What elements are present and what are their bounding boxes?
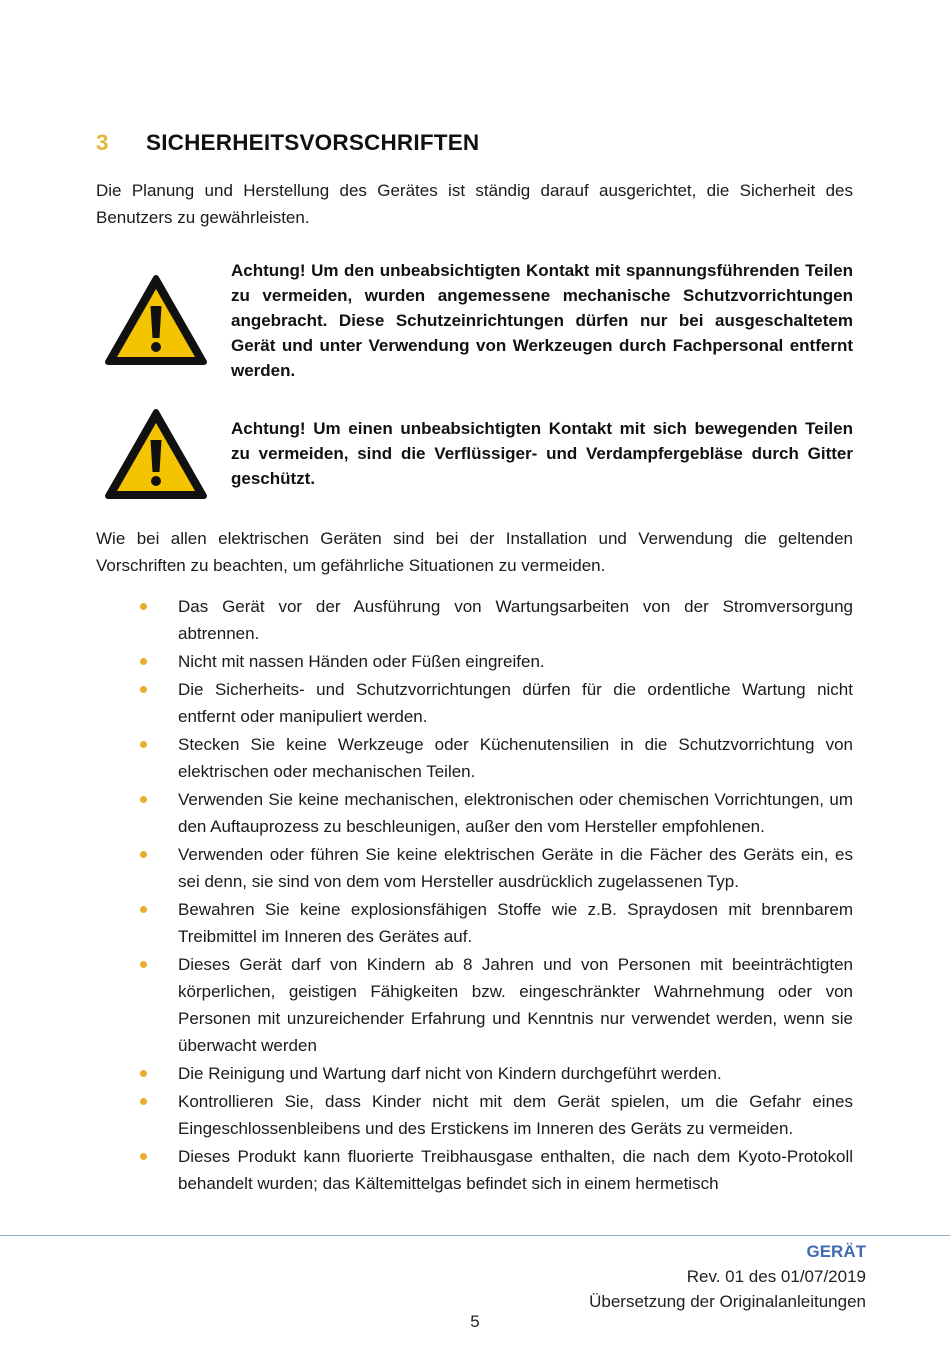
list-item [0, 951, 853, 1059]
list-item [0, 1088, 853, 1142]
warning-text: Achtung! Um einen unbeabsichtigten Kontakt mit sich bewegenden Teilen zu vermeiden, sind die Verflüssiger- und Verdampfergebläse durch Gitter geschützt. [231, 419, 853, 488]
bullet-icon [140, 851, 147, 858]
list-item-text: Verwenden oder führen Sie keine elektrischen Geräte in die Fächer des Geräts ein, es sei denn, sie sind von dem vom Hersteller ausdrücklich zugelassenen Typ. [178, 845, 853, 891]
list-item [0, 1143, 853, 1197]
bullet-icon [140, 906, 147, 913]
list-item [0, 648, 853, 675]
list-item [0, 786, 853, 840]
bullet-icon [140, 961, 147, 968]
list-item [0, 841, 853, 895]
bullet-icon [140, 741, 147, 748]
regulations-paragraph: Wie bei allen elektrischen Geräten sind bei der Installation und Verwendung die geltenden Vorschriften zu beachten, um gefährliche Situationen zu vermeiden. [96, 529, 853, 575]
list-item-text: Die Sicherheits- und Schutzvorrichtungen dürfen für die ordentliche Wartung nicht entfernt oder manipuliert werden. [178, 680, 853, 726]
list-item [0, 731, 853, 785]
bullet-icon [140, 796, 147, 803]
bullet-icon [140, 686, 147, 693]
warning-triangle-icon [104, 274, 208, 366]
bullet-icon [140, 658, 147, 665]
footer-translation: Übersetzung der Originalanleitungen [589, 1292, 866, 1311]
bullet-icon [140, 603, 147, 610]
list-item-text: Dieses Gerät darf von Kindern ab 8 Jahren und von Personen mit beeinträchtigten körperlichen, geistigen Fähigkeiten bzw. eingeschränkter Wahrnehmung oder von Personen mit unzureichender Erfahrung und Kenntnis nur verwendet werden, wenn sie überwacht werden [178, 955, 853, 1055]
list-item-text: Das Gerät vor der Ausführung von Wartungsarbeiten von der Stromversorgung abtrennen. [178, 597, 853, 643]
warning-block [104, 416, 856, 500]
list-item-text: Dieses Produkt kann fluorierte Treibhausgase enthalten, die nach dem Kyoto-Protokoll behandelt wurden; das Kältemittelgas befindet sich in einem hermetisch [178, 1147, 853, 1193]
intro-paragraph: Die Planung und Herstellung des Gerätes ist ständig darauf ausgerichtet, die Sicherheit des Benutzers zu gewährleisten. [96, 181, 853, 227]
page-footer [589, 1239, 866, 1314]
list-item-text: Kontrollieren Sie, dass Kinder nicht mit dem Gerät spielen, um die Gefahr eines Eingeschlossenbleibens und des Erstickens im Inneren des Geräts zu vermeiden. [178, 1092, 853, 1138]
page-number: 5 [470, 1312, 480, 1331]
footer-label: GERÄT [806, 1242, 866, 1261]
list-item [0, 593, 853, 647]
list-item-text: Verwenden Sie keine mechanischen, elektronischen oder chemischen Vorrichtungen, um den Auftauprozess zu beschleunigen, außer den vom Hersteller empfohlenen. [178, 790, 853, 836]
list-item-text: Stecken Sie keine Werkzeuge oder Küchenutensilien in die Schutzvorrichtung von elektrischen oder mechanischen Teilen. [178, 735, 853, 781]
list-item [0, 1060, 853, 1087]
warning-block [104, 258, 856, 383]
warning-triangle-icon [104, 408, 208, 500]
footer-divider [0, 1235, 950, 1236]
list-item [0, 896, 853, 950]
warning-text: Achtung! Um den unbeabsichtigten Kontakt mit spannungsführenden Teilen zu vermeiden, wurden angemessene mechanische Schutzvorrichtungen angebracht. Diese Schutzeinrichtungen dürfen nur bei ausgeschaltetem Gerät und unter Verwendung von Werkzeugen durch Fachpersonal entfernt werden. [231, 261, 853, 380]
section-number: 3 [96, 130, 109, 155]
bullet-icon [140, 1070, 147, 1077]
list-item-text: Nicht mit nassen Händen oder Füßen eingreifen. [178, 652, 545, 671]
list-item-text: Bewahren Sie keine explosionsfähigen Stoffe wie z.B. Spraydosen mit brennbarem Treibmittel im Inneren des Gerätes auf. [178, 900, 853, 946]
bullet-icon [140, 1153, 147, 1160]
list-item-text: Die Reinigung und Wartung darf nicht von Kindern durchgeführt werden. [178, 1064, 722, 1083]
footer-revision: Rev. 01 des 01/07/2019 [686, 1267, 866, 1286]
section-heading [96, 130, 479, 156]
bullet-icon [140, 1098, 147, 1105]
section-title: SICHERHEITSVORSCHRIFTEN [146, 130, 480, 155]
list-item [0, 676, 853, 730]
safety-bullet-list [0, 593, 950, 1198]
